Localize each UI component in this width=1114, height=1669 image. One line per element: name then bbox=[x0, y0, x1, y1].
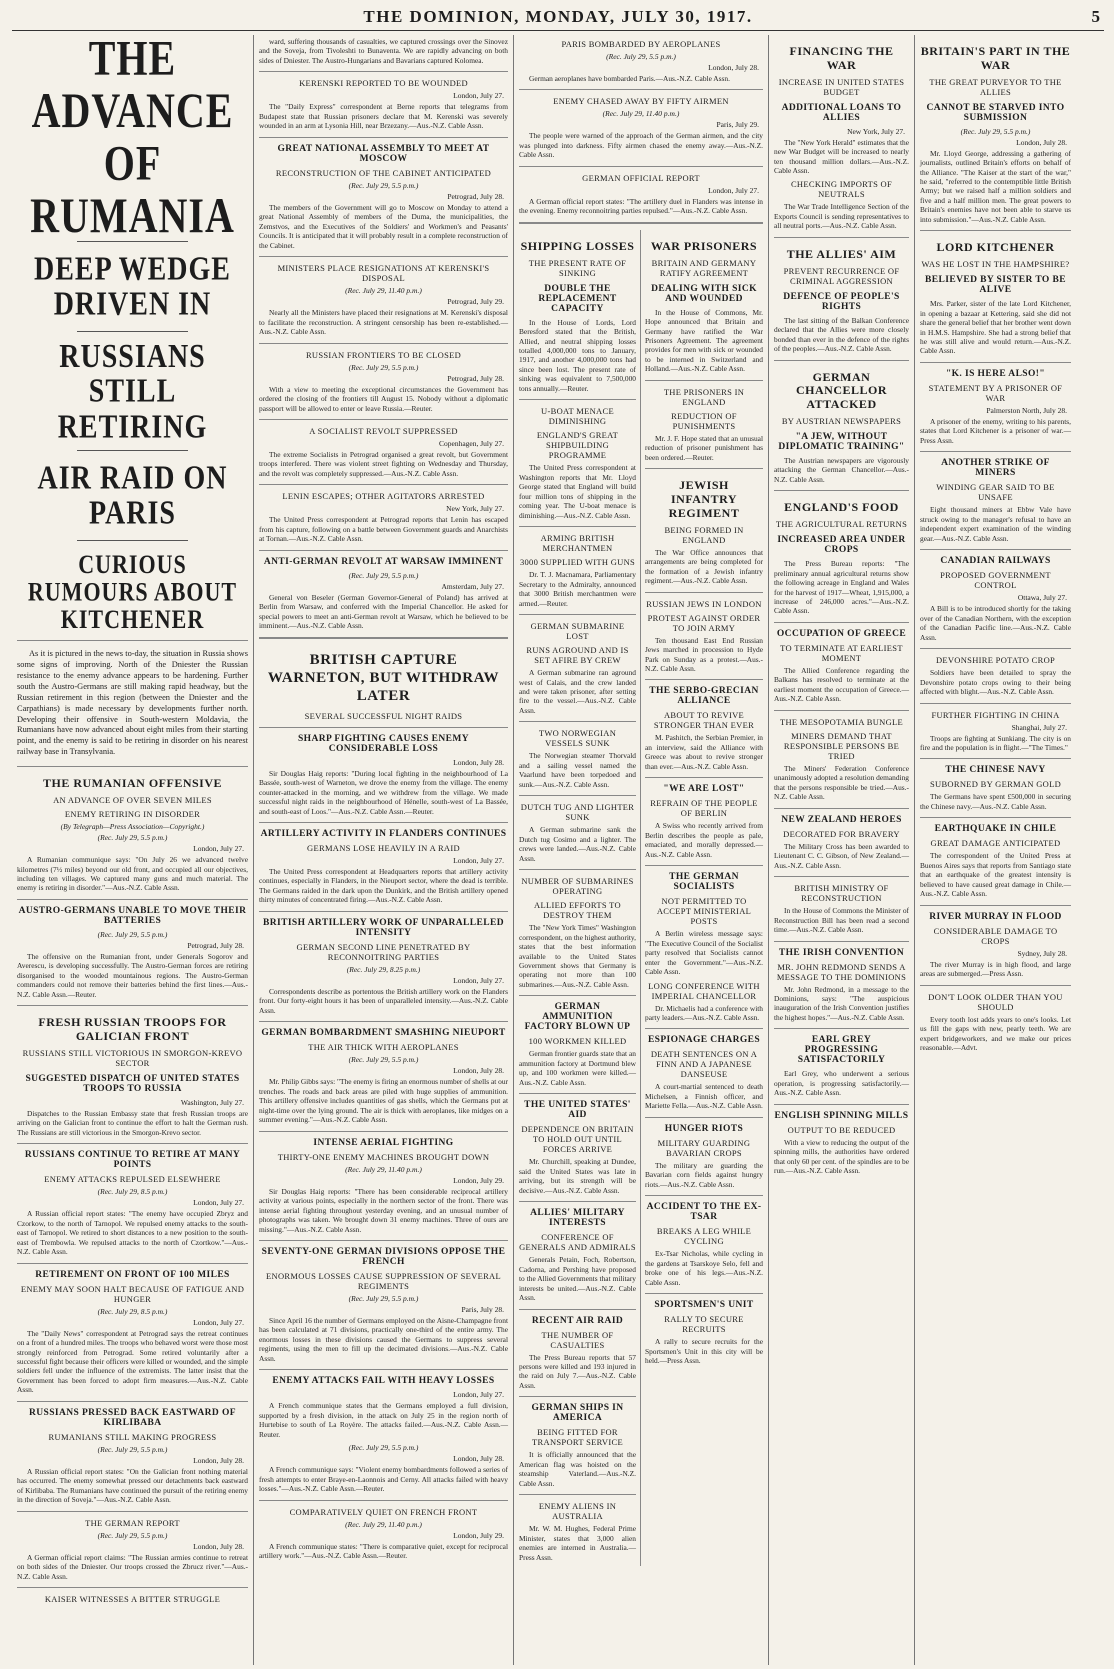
article-body: Ex-Tsar Nicholas, while cycling in the gardens at Tsarskoye Selo, fell and broke one of his legs.—Aus.-N.Z. Cable Assn. bbox=[645, 1249, 763, 1287]
article-body: The War Office announces that arrangements are being completed for the formation of a Jewish infantry regiment.—Aus.-N.Z. Cable Assn. bbox=[645, 547, 763, 586]
article-title: ARTILLERY ACTIVITY IN FLANDERS CONTINUES bbox=[260, 829, 507, 839]
article-title: RUSSIANS CONTINUE TO RETIRE AT MANY POINTS bbox=[24, 1150, 241, 1171]
article-subhead: THIRTY-ONE ENEMY MACHINES BROUGHT DOWN bbox=[277, 1151, 490, 1162]
article-title: RUSSIANS PRESSED BACK EASTWARD OF KIRLIBABA bbox=[29, 1407, 236, 1428]
dateline: London, July 28. bbox=[193, 1455, 244, 1465]
article-subhead: MINERS DEMAND THAT RESPONSIBLE PERSONS BE TRIED bbox=[783, 730, 900, 761]
article-title: GERMAN OFFICIAL REPORT bbox=[582, 172, 700, 183]
article-title: PARIS BOMBARDED BY AEROPLANES bbox=[561, 39, 721, 49]
article-title: KERENSKI REPORTED TO BE WOUNDED bbox=[299, 78, 468, 89]
article-subhead: CANNOT BE STARVED INTO SUBMISSION bbox=[926, 102, 1065, 123]
dateline: London, July 27. bbox=[193, 1317, 244, 1327]
article-subhead: INCREASE IN UNITED STATES BUDGET bbox=[778, 76, 905, 97]
dateline: Petrograd, July 29. bbox=[447, 297, 504, 307]
article-subhead: GERMANS LOSE HEAVILY IN A RAID bbox=[307, 843, 460, 853]
dateline: London, July 27. bbox=[193, 844, 244, 854]
article-title: DEVONSHIRE POTATO CROP bbox=[935, 655, 1056, 666]
article-subhead: PROPOSED GOVERNMENT CONTROL bbox=[940, 570, 1051, 591]
article-title: LORD KITCHENER bbox=[936, 240, 1055, 255]
article-title: LONG CONFERENCE WITH IMPERIAL CHANCELLOR bbox=[648, 980, 760, 1001]
headline-kitchener: CURIOUS RUMOURS ABOUT KITCHENER bbox=[27, 548, 238, 635]
article-subhead: CONFERENCE OF GENERALS AND ADMIRALS bbox=[519, 1232, 636, 1253]
article-body: Dispatches to the Russian Embassy state that fresh Russian troops are arriving on the Galician front to continue the effort to halt the German rush. The Russians are still victorious in the Smorgon-Krevo sector. bbox=[17, 1108, 248, 1137]
article-title: RUSSIAN JEWS IN LONDON bbox=[646, 598, 762, 609]
dateline: Copenhagen, July 27. bbox=[439, 438, 504, 448]
article-body: Dr. T. J. Macnamara, Parliamentary Secretary to the Admiralty, announced that 3000 British merchantmen were armed.—Reuter. bbox=[519, 570, 636, 608]
article-title: "WE ARE LOST" bbox=[663, 784, 745, 795]
article-body: A German official report states: "The artillery duel in Flanders was intense in the evening. Enemy reconnoitring parties repulsed."—Aus.-N.Z. Cable Assn. bbox=[519, 196, 763, 216]
article-subhead: BEING FORMED IN ENGLAND bbox=[664, 524, 744, 545]
article-subhead: ENEMY ATTACKS REPULSED ELSEWHERE bbox=[44, 1174, 221, 1185]
article-subhead: PREVENT RECURRENCE OF CRIMINAL AGGRESSION bbox=[783, 265, 900, 286]
headline-air-raid: AIR RAID ON PARIS bbox=[37, 459, 228, 533]
article-subhead: THE AGRICULTURAL RETURNS bbox=[775, 519, 908, 530]
article-title: GERMAN SUBMARINE LOST bbox=[530, 621, 625, 642]
article-subhead: THE AIR THICK WITH AEROPLANES bbox=[308, 1042, 459, 1053]
article-body: A Swiss who recently arrived from Berlin describes the people as pale, emaciated, and morally depressed.—Aus.-N.Z. Cable Assn. bbox=[645, 821, 763, 859]
article-subhead: WINDING GEAR SAID TO BE UNSAFE bbox=[936, 482, 1055, 503]
article-body: The "Daily Express" correspondent at Berne reports that telegrams from Budapest state that Russian prisoners declare that M. Kerenski was severely wounded in an arm at Lysonia Hill, near Brzezany.—Aus.-N.Z. Cable Assn. bbox=[259, 102, 508, 131]
article-body: In the House of Lords, Lord Beresford stated that the British, Allied, and neutral shipping losses totalled 4,000,000 tons to January, 1917, and another 4,000,000 tons had since been lost. The present rate of sinking was equivalent to 7,500,000 tons annually.—Reuter. bbox=[519, 317, 636, 393]
article-subhead: SEVERAL SUCCESSFUL NIGHT RAIDS bbox=[304, 710, 463, 721]
article-title: A SOCIALIST REVOLT SUPPRESSED bbox=[309, 425, 458, 436]
article-body: A German submarine ran aground west of Calais, and the crew landed and were taken prisoner, after setting fire to the vessel.—Aus.-N.Z. Cable Assn. bbox=[519, 668, 636, 715]
article-title: RUSSIAN FRONTIERS TO BE CLOSED bbox=[305, 349, 462, 360]
column-1 bbox=[12, 35, 254, 1665]
article-title: THE ALLIES' AIM bbox=[786, 246, 897, 261]
article-body: Since April 16 the number of Germans employed on the Aisne-Champagne front has been calculated at 71 divisions, practically one-third of the entire army. The enormous losses in these divisions caused the Germans to suppress several regiments, using the men to fill up the decimated divisions.—Aus.-N.Z. Cable Assn. bbox=[259, 1315, 508, 1363]
article-body: Mr. John Redmond, in a message to the Dominions, says: "The auspicious inauguration of the Irish Convention justifies the highest hopes."—Aus.-N.Z. Cable Assn. bbox=[774, 984, 909, 1022]
article-body: A prisoner of the enemy, writing to his parents, states that Lord Kitchener is a prisoner of war.—Press Assn. bbox=[920, 416, 1071, 445]
article-title: WAR PRISONERS bbox=[650, 238, 758, 253]
article-body: The river Murray is in high flood, and large areas are submerged.—Press Assn. bbox=[920, 959, 1071, 979]
article-body: The Allied Conference regarding the Balkans has resolved to terminate at the earliest moment the occupation of Greece.—Aus.-N.Z. Cable Assn. bbox=[774, 665, 909, 704]
article-title: NUMBER OF SUBMARINES OPERATING bbox=[521, 876, 634, 897]
article-body: Correspondents describe as portentous the British artillery work on the Flanders front. Our forty-eight hours it has been of unparalleled intensity.—Aus.-N.Z. Cable Assn. bbox=[259, 986, 508, 1015]
article-subhead: ADDITIONAL LOANS TO ALLIES bbox=[781, 102, 902, 123]
article-subhead: THE PRESENT RATE OF SINKING bbox=[528, 257, 627, 278]
article-subhead: "A JEW, WITHOUT DIPLOMATIC TRAINING" bbox=[778, 431, 905, 452]
article-body: In the House of Commons, Mr. Hope announced that Britain and Germany have ratified the War Prisoners Agreement. The agreement provides for men with sick or wounded to be interned in Switzerland and Holland.—Aus.-N.Z. Cable Assn. bbox=[645, 307, 763, 374]
received-line: (Rec. July 29, 5.5 p.m.) bbox=[348, 1055, 419, 1065]
received-line: (Rec. July 29, 5.5 p.m.) bbox=[348, 1443, 419, 1453]
dateline: London, July 28. bbox=[193, 1541, 244, 1551]
article-subhead: SUGGESTED DISPATCH OF UNITED STATES TROOPS TO RUSSIA bbox=[25, 1073, 240, 1094]
article-title: EARL GREY PROGRESSING SATISFACTORILY bbox=[797, 1035, 886, 1066]
received-line: (Rec. July 29, 5.5 p.m.) bbox=[97, 929, 168, 939]
dateline: Sydney, July 28. bbox=[1017, 948, 1067, 958]
article-body: With a view to meeting the exceptional circumstances the Government has ordered the closing of the frontiers till August 15. Nobody without a diplomatic passport will be allowed to enter or leave Russia.—Reuter. bbox=[259, 384, 508, 413]
dateline: London, July 28. bbox=[453, 757, 504, 767]
article-subhead: ENORMOUS LOSSES CAUSE SUPPRESSION OF SEVERAL REGIMENTS bbox=[266, 1270, 501, 1291]
article-body: Mrs. Parker, sister of the late Lord Kitchener, in opening a bazaar at Kettering, said she did not share the general belief that her brother went down in H.M.S. Hampshire. She had a strong belief that he was still alive and would return.—Aus.-N.Z. Cable Assn. bbox=[920, 299, 1071, 356]
article-title: ENEMY ALIENS IN AUSTRALIA bbox=[538, 1501, 617, 1522]
dateline: Ottawa, July 27. bbox=[1017, 593, 1067, 603]
article-body: German aeroplanes have bombarded Paris.—Aus.-N.Z. Cable Assn. bbox=[529, 74, 730, 83]
article-body: The Military Cross has been awarded to Lieutenant C. C. Gibson, of New Zealand.—Aus.-N.Z. Cable Assn. bbox=[774, 841, 909, 870]
masthead-title: THE DOMINION, MONDAY, JULY 30, 1917. bbox=[363, 7, 753, 26]
article-title: TWO NORWEGIAN VESSELS SUNK bbox=[538, 728, 617, 749]
article-title: MINISTERS PLACE RESIGNATIONS AT KERENSKI'S DISPOSAL bbox=[277, 263, 490, 284]
article-title: ENEMY ATTACKS FAIL WITH HEAVY LOSSES bbox=[272, 1376, 495, 1387]
dateline: New York, July 27. bbox=[847, 126, 905, 136]
article-subhead: PROTEST AGAINST ORDER TO JOIN ARMY bbox=[647, 612, 761, 633]
article-subhead: 100 WORKMEN KILLED bbox=[528, 1036, 627, 1047]
article-body: A French communique states: "There is comparative quiet, except for reciprocal artillery work."—Aus.-N.Z. Cable Assn.—Reuter. bbox=[259, 1541, 508, 1561]
masthead bbox=[12, 4, 1104, 31]
dateline: London, July 27. bbox=[193, 1198, 244, 1208]
article-title: RECENT AIR RAID bbox=[531, 1315, 624, 1326]
article-subhead: NOT PERMITTED TO ACCEPT MINISTERIAL POSTS bbox=[656, 896, 752, 927]
dateline: London, July 27. bbox=[453, 975, 504, 985]
article-body: The Austrian newspapers are vigorously attacking the German Chancellor.—Aus.-N.Z. Cable Assn. bbox=[774, 455, 909, 484]
article-title: FURTHER FIGHTING IN CHINA bbox=[931, 709, 1060, 720]
article-body: The Miners' Federation Conference unanimously adopted a resolution demanding that the persons responsible be tried.—Aus.-N.Z. Cable Assn. bbox=[774, 763, 909, 802]
article-title: GERMAN SHIPS IN AMERICA bbox=[531, 1403, 624, 1424]
article-body: A Bill is to be introduced shortly for the taking over of the Canadian Northern, with the exception of the Canadian Pacific line.—Aus.-N.Z. Cable Assn. bbox=[920, 604, 1071, 642]
article-title: THE MESOPOTAMIA BUNGLE bbox=[779, 716, 904, 727]
article-body: A Rumanian communique says: "On July 26 we advanced twelve kilometres (7½ miles) beyond our old front, and occupied all our objectives, including ten villages. We captured many guns and much material. The enemy is retiring in disorder."—Aus.-N.Z. Cable Assn. bbox=[17, 855, 248, 893]
article-title: DUTCH TUG AND LIGHTER SUNK bbox=[520, 802, 635, 823]
article-title: THE PRISONERS IN ENGLAND bbox=[663, 386, 745, 407]
article-title: INTENSE AERIAL FIGHTING bbox=[313, 1137, 454, 1148]
article-subhead: OUTPUT TO BE REDUCED bbox=[787, 1124, 896, 1135]
article-subhead: REFRAIN OF THE PEOPLE OF BERLIN bbox=[650, 798, 758, 819]
article-body: ward, suffering thousands of casualties, we captured crossings over the Sinovez and the Soveja, from Tivoleshti to Bunaventa. We are rapidly advancing on both sides of Dniester. The Austro-Hungarians and Bavarians captured Kolomea. bbox=[259, 37, 508, 65]
article-body: Ten thousand East End Russian Jews marched in procession to Hyde Park on Sunday as a protest.—Aus.-N.Z. Cable Assn. bbox=[645, 635, 763, 673]
copyright-line: (By Telegraph—Press Association—Copyright.) bbox=[60, 822, 205, 832]
article-body: The Press Bureau reports that 57 persons were killed and 193 injured in the raid on July 7.—Aus.-N.Z. Cable Assn. bbox=[519, 1352, 636, 1390]
article-subhead: RUMANIANS STILL MAKING PROGRESS bbox=[48, 1431, 217, 1442]
received-line: (Rec. July 29, 5.5 p.m.) bbox=[348, 1293, 419, 1303]
article-subhead: 3000 SUPPLIED WITH GUNS bbox=[519, 557, 636, 568]
article-subhead: DEFENCE OF PEOPLE'S RIGHTS bbox=[783, 291, 900, 312]
article-subhead: DEALING WITH SICK AND WOUNDED bbox=[651, 283, 757, 304]
article-title: ANTI-GERMAN REVOLT AT WARSAW IMMINENT bbox=[263, 556, 504, 567]
article-title: RIVER MURRAY IN FLOOD bbox=[929, 911, 1062, 922]
article-title: BRITISH ARTILLERY WORK OF UNPARALLELED INTENSITY bbox=[263, 917, 504, 938]
article-title: ANOTHER STRIKE OF MINERS bbox=[941, 458, 1050, 479]
article-title: OCCUPATION OF GREECE bbox=[776, 628, 907, 639]
article-title: GREAT NATIONAL ASSEMBLY TO MEET AT MOSCOW bbox=[277, 143, 490, 164]
received-line: (Rec. July 29, 8.5 p.m.) bbox=[97, 1306, 168, 1316]
article-title: FINANCING THE WAR bbox=[789, 44, 894, 72]
article-body: The Norwegian steamer Thorvald and a sailing vessel named the Vaarlund have been torpedoed and sunk.—Aus.-N.Z. Cable Assn. bbox=[519, 751, 636, 789]
article-title: GERMAN BOMBARDMENT SMASHING NIEUPORT bbox=[261, 1028, 506, 1039]
article-body: It is officially announced that the American flag was hoisted on the steamship Vaterland.—Aus.-N.Z. Cable Assn. bbox=[519, 1450, 636, 1488]
dateline: Amsterdam, July 27. bbox=[441, 581, 504, 591]
article-title: CANADIAN RAILWAYS bbox=[940, 556, 1051, 567]
headline-main: THE ADVANCE OF RUMANIA bbox=[30, 35, 235, 244]
received-line: (Rec. July 29, 5.5 p.m.) bbox=[960, 126, 1031, 136]
article-subhead: INCREASED AREA UNDER CROPS bbox=[777, 535, 906, 556]
dateline: London, July 27. bbox=[708, 185, 759, 195]
headline-russians: RUSSIANS STILL RETIRING bbox=[57, 337, 208, 446]
article-body: The Press Bureau reports: "The preliminary annual agricultural returns show the following acreage in England and Wales for the harvest of 1917—Wheat, 1,915,000, a increase of 246,000 acres."—Aus.-N.Z. Cable Assn. bbox=[774, 559, 909, 616]
dateline: Petrograd, July 28. bbox=[187, 940, 244, 950]
article-body: The "New York Times" Washington correspondent, on the highest authority, states that the best information available to the United States Government shows that Germany is operating not more than 100 submarines.—Aus.-N.Z. Cable Assn. bbox=[519, 923, 636, 989]
article-subhead: ENEMY RETIRING IN DISORDER bbox=[64, 809, 201, 820]
dateline: London, July 29. bbox=[453, 1530, 504, 1540]
article-body: Soldiers have been detailed to spray the Devonshire potato crops owing to their being affected with blight.—Aus.-N.Z. Cable Assn. bbox=[920, 668, 1071, 697]
article-body: Eight thousand miners at Ebbw Vale have struck owing to the manager's refusal to have an independent expert examination of the winding gear.—Aus.-N.Z. Cable Assn. bbox=[920, 505, 1071, 543]
article-subhead: REDUCTION OF PUNISHMENTS bbox=[671, 410, 737, 431]
article-title: "K. IS HERE ALSO!" bbox=[945, 368, 1046, 379]
article-title: HUNGER RIOTS bbox=[664, 1123, 744, 1134]
received-line: (Rec. July 29, 11.40 p.m.) bbox=[602, 109, 680, 119]
article-subhead: BY AUSTRIAN NEWSPAPERS bbox=[781, 415, 902, 426]
article-body: Mr. W. M. Hughes, Federal Prime Minister, states that 3,000 alien enemies are interned in Australia.—Press Assn. bbox=[519, 1524, 636, 1562]
article-body: A rally to secure recruits for the Sportsmen's Unit in this city will be held.—Press Assn. bbox=[645, 1337, 763, 1366]
dateline: Palmerston North, July 28. bbox=[986, 405, 1067, 415]
article-title: SHIPPING LOSSES bbox=[520, 238, 635, 253]
dateline: London, July 28. bbox=[708, 63, 759, 72]
received-line: (Rec. July 29, 5.5 p.m.) bbox=[348, 180, 419, 190]
article-body: The United Press correspondent at Petrograd reports that Lenin has escaped from his capture, following on a battle between Government guards and Anarchists at Tornan.—Aus.-N.Z. Cable Assn. bbox=[259, 515, 508, 544]
article-title: KAISER WITNESSES A BITTER STRUGGLE bbox=[44, 1594, 221, 1605]
article-body: Mr. Philip Gibbs says: "The enemy is firing an enormous number of shells at our trenches. The roads and back areas are piled with huge supplies of ammunition. This artillery offensive includes quantities of gas shells, which the Germans put at night-time over the lying ground. The air is thick with aeroplanes, like midges on a summer evening."—Aus.-N.Z. Cable Assn. bbox=[259, 1077, 508, 1125]
article-subhead: RUNS AGROUND AND IS SET AFIRE BY CREW bbox=[526, 645, 629, 666]
article-body: A court-martial sentenced to death Michelsen, a Finnish officer, and Mariette Fella.—Aus.-N.Z. Cable Assn. bbox=[645, 1082, 763, 1111]
article-body: Sir Douglas Haig reports: "During local fighting in the neighbourhood of La Bassée, south-west of Warneton, we drove the enemy from the village. The enemy counter-attacked in the morning, and we withdrew from the village. We made successful night raids in the neighbourhood of Hénelle, south-west of La Bassée, and south-east of Loos."—Aus.-N.Z. Cable Assn.—Reuter. bbox=[259, 768, 508, 816]
article-body: A German official report claims: "The Russian armies continue to retreat on both sides of the Dniester. Our troops crossed the Zbrucz river."—Aus.-N.Z. Cable Assn. bbox=[17, 1552, 248, 1581]
article-title: THE GERMAN REPORT bbox=[85, 1517, 180, 1528]
article-subhead: STATEMENT BY A PRISONER OF WAR bbox=[928, 382, 1063, 403]
article-body: The correspondent of the United Press at Buenos Aires says that reports from Santiago state that an earthquake of the greatest intensity is believed to have caused great damage in Chile.—Aus.-N.Z. Cable Assn. bbox=[920, 851, 1071, 899]
article-title: NEW ZEALAND HEROES bbox=[781, 814, 902, 825]
article-subhead: BELIEVED BY SISTER TO BE ALIVE bbox=[925, 275, 1066, 296]
article-body: Mr. Lloyd George, addressing a gathering of journalists, outlined Britain's efforts on behalf of the Alliance. "The Kaiser at the start of the war," he said, "referred to the contemptible little British Army; but we raised half a million soldiers and five and a half million men. The great powers to Britain's enemies have not been able to starve us into submission."—Aus.-N.Z. Cable Assn. bbox=[920, 148, 1071, 224]
article-subhead: RECONSTRUCTION OF THE CABINET ANTICIPATED bbox=[275, 167, 492, 178]
article-body: The members of the Government will go to Moscow on Monday to attend a great National Assembly of members of the Duma, the municipalities, the Zemstvos, and the Executives of the Soldiers' and Workmen's and Peasants' Councils. It is anticipated that it will probably result in a complete reconstruction of the Cabinet. bbox=[259, 202, 508, 250]
article-subhead: ENGLAND'S GREAT SHIPBUILDING PROGRAMME bbox=[536, 430, 619, 461]
article-subhead: SUBORNED BY GERMAN GOLD bbox=[929, 779, 1062, 790]
article-subhead: DEATH SENTENCES ON A FINN AND A JAPANESE DANSEUSE bbox=[650, 1049, 758, 1080]
article-title: RETIREMENT ON FRONT OF 100 MILES bbox=[35, 1269, 230, 1280]
article-body: The "New York Herald" estimates that the new War Budget will be increased to nearly ten thousand million dollars.—Aus.-N.Z. Cable Assn. bbox=[774, 137, 909, 175]
article-body: The "Daily News" correspondent at Petrograd says the retreat continues on a front of a hundred miles. The troops who behaved worst were those most strongly reinforced from Petrograd. Some retired voluntarily after a successful fight because their officers were killed or wounded, and the simple soldiers fell under the influence of the extremists. The latter insist that the Government has been forced to adopt firm measures.—Aus.-N.Z. Cable Assn. bbox=[17, 1328, 248, 1395]
article-title: SHARP FIGHTING CAUSES ENEMY CONSIDERABLE LOSS bbox=[297, 733, 469, 754]
article-title: AUSTRO-GERMANS UNABLE TO MOVE THEIR BATTERIES bbox=[18, 905, 247, 926]
article-body: A German submarine sank the Dutch tug Cosimo and a lighter. The crews were landed.—Aus.-N.Z. Cable Assn. bbox=[519, 825, 636, 863]
article-subhead: RALLY TO SECURE RECRUITS bbox=[664, 1314, 744, 1335]
article-title: ARMING BRITISH MERCHANTMEN bbox=[540, 533, 615, 554]
article-body: With a view to reducing the output of the spinning mills, the authorities have ordered that only 60 per cent. of the spindles are to be run.—Aus.-N.Z. Cable Assn. bbox=[774, 1137, 909, 1176]
received-line: (Rec. July 29, 5.5 p.m.) bbox=[348, 570, 419, 580]
dateline: London, July 27. bbox=[453, 1390, 504, 1400]
advert-body: Every tooth lost adds years to one's looks. Let us fill the gaps with new, pearly teeth. We are expert bridgeworkers, and we make our prices reasonable.—Advt. bbox=[920, 1014, 1071, 1053]
article-title: ESPIONAGE CHARGES bbox=[647, 1035, 761, 1046]
column-2 bbox=[254, 35, 514, 1665]
received-line: (Rec. July 29, 5.5 p.m.) bbox=[97, 833, 168, 843]
column-3 bbox=[514, 35, 769, 1665]
article-body: The Germans have spent £500,000 in securing the Chinese navy.—Aus.-N.Z. Cable Assn. bbox=[920, 792, 1071, 811]
article-body: The last sitting of the Balkan Conference declared that the Allies were more closely bonded than ever in the defence of the rights of the peoples.—Aus.-N.Z. Cable Assn. bbox=[774, 315, 909, 354]
article-subhead: BREAKS A LEG WHILE CYCLING bbox=[656, 1226, 752, 1247]
article-title: U-BOAT MENACE DIMINISHING bbox=[541, 406, 614, 427]
received-line: (Rec. July 29, 5.5 p.m.) bbox=[97, 1530, 168, 1540]
article-body: Mr. Churchill, speaking at Dundee, said the United States was late in arriving, but its strength will be decisive.—Aus.-N.Z. Cable Assn. bbox=[519, 1157, 636, 1195]
article-body: Dr. Michaelis had a conference with party leaders.—Aus.-N.Z. Cable Assn. bbox=[645, 1003, 763, 1022]
dateline: London, July 29. bbox=[453, 1175, 504, 1185]
article-subhead: THE GREAT PURVEYOR TO THE ALLIES bbox=[929, 76, 1062, 97]
article-body: Sir Douglas Haig reports: "There has been considerable reciprocal artillery activity at various points, especially in the northern sector of the front. There was intense aerial fighting throughout yesterday evening, and an unusual number of photographs was taken. We brought down 31 enemy machines. Three of ours are missing."—Aus.-N.Z. Cable Assn. bbox=[259, 1186, 508, 1234]
article-subhead: DECORATED FOR BRAVERY bbox=[783, 828, 900, 839]
dateline: London, July 28. bbox=[453, 1454, 504, 1464]
dateline: Petrograd, July 28. bbox=[447, 191, 504, 201]
article-subhead: BEING FITTED FOR TRANSPORT SERVICE bbox=[532, 1427, 623, 1448]
article-body: Earl Grey, who underwent a serious operation, is progressing satisfactorily.—Aus.-N.Z. Cable Assn. bbox=[774, 1069, 909, 1098]
article-title: GERMAN AMMUNITION FACTORY BLOWN UP bbox=[524, 1002, 631, 1033]
dateline: New York, July 27. bbox=[446, 504, 504, 514]
article-subhead: BRITAIN AND GERMANY RATIFY AGREEMENT bbox=[651, 257, 757, 278]
article-body: The people were warned of the approach of the German airmen, and the city was plunged into darkness. Fifty airmen chased the enemy away.—Aus.-N.Z. Cable Assn. bbox=[519, 131, 763, 160]
column-4 bbox=[769, 35, 915, 1665]
article-title: BRITAIN'S PART IN THE WAR bbox=[920, 44, 1071, 72]
article-body: Mr. J. F. Hope stated that an unusual reduction of prisoner punishment has been ordered.—Reuter. bbox=[645, 433, 763, 462]
article-title-warneton: BRITISH CAPTURE WARNETON, BUT WITHDRAW LATER bbox=[267, 651, 500, 704]
article-body: The offensive on the Rumanian front, under Generals Sogorov and Averescu, is developing successfully. The Austro-German forces are retiring disorganised to the wooded mountainous regions. The Austro-German commanders could not remove their batteries behind the first lines.—Aus.-N.Z. Cable Assn.—Reuter. bbox=[17, 951, 248, 999]
received-line: (Rec. July 29, 11.40 p.m.) bbox=[345, 1519, 422, 1529]
article-body: Nearly all the Ministers have placed their resignations at M. Kerenski's disposal to facilitate the reconstruction. A stringent censorship has been re-established.—Aus.-N.Z. Cable Assn. bbox=[259, 308, 508, 337]
dateline: London, July 27. bbox=[453, 856, 504, 865]
article-subhead: GERMAN SECOND LINE PENETRATED BY RECONNOITRING PARTIES bbox=[296, 941, 471, 962]
article-title: CHECKING IMPORTS OF NEUTRALS bbox=[790, 179, 893, 200]
article-subhead: GREAT DAMAGE ANTICIPATED bbox=[930, 838, 1061, 849]
dateline: Paris, July 28. bbox=[461, 1304, 504, 1314]
advert-title: DON'T LOOK OLDER THAN YOU SHOULD bbox=[928, 991, 1063, 1012]
article-title: ENEMY CHASED AWAY BY FIFTY AIRMEN bbox=[553, 96, 729, 107]
article-title: ENGLISH SPINNING MILLS bbox=[774, 1110, 909, 1121]
article-subhead: MILITARY GUARDING BAVARIAN CROPS bbox=[657, 1137, 751, 1158]
received-line: (Rec. July 29, 8.25 p.m.) bbox=[346, 964, 421, 974]
article-title: GERMAN CHANCELLOR ATTACKED bbox=[795, 369, 887, 412]
article-title: THE UNITED STATES' AID bbox=[524, 1100, 631, 1121]
article-title: FRESH RUSSIAN TROOPS FOR GALICIAN FRONT bbox=[38, 1015, 227, 1044]
article-title: ENGLAND'S FOOD bbox=[784, 500, 899, 515]
article-title: THE IRISH CONVENTION bbox=[778, 947, 905, 958]
article-body: The War Trade Intelligence Section of the Exports Council is sending representatives to all neutral ports.—Aus.-N.Z. Cable Assn. bbox=[774, 202, 909, 231]
column-5 bbox=[915, 35, 1076, 1665]
article-subhead: TO TERMINATE AT EARLIEST MOMENT bbox=[780, 642, 903, 663]
article-title: BRITISH MINISTRY OF RECONSTRUCTION bbox=[794, 883, 889, 904]
received-line: (Rec. July 29, 5.5 p.m.) bbox=[97, 1444, 168, 1454]
article-title: THE SERBO-GRECIAN ALLIANCE bbox=[649, 686, 759, 707]
article-body: Generals Petain, Foch, Robertson, Cadorna, and Pershing have proposed to the Allied Governments that military interests be united.—Aus.-N.Z. Cable Assn. bbox=[519, 1255, 636, 1303]
article-subhead: WAS HE LOST IN THE HAMPSHIRE? bbox=[921, 259, 1070, 270]
article-subhead: ABOUT TO REVIVE STRONGER THAN EVER bbox=[653, 710, 755, 731]
article-title: SEVENTY-ONE GERMAN DIVISIONS OPPOSE THE FRENCH bbox=[261, 1246, 506, 1267]
article-subhead: RUSSIANS STILL VICTORIOUS IN SMORGON-KREVO SECTOR bbox=[22, 1047, 243, 1068]
article-subhead: AN ADVANCE OF OVER SEVEN MILES bbox=[53, 795, 212, 806]
article-body: The United Press correspondent at Headquarters reports that artillery activity continues, especially in Flanders, in the Nieuport sector, where the dead is terrible. The Germans raided in the dark upon the Dunkirk, and the British artillery opened thirty minutes of concentrated firing.—Aus.-N.Z. Cable Assn. bbox=[259, 867, 508, 905]
article-subhead: DOUBLE THE REPLACEMENT CAPACITY bbox=[538, 283, 617, 314]
dateline: Paris, July 29. bbox=[716, 120, 759, 130]
headline-wedge: DEEP WEDGE DRIVEN IN bbox=[34, 250, 231, 324]
article-subhead: DEPENDENCE ON BRITAIN TO HOLD OUT UNTIL FORCES ARRIVE bbox=[521, 1124, 634, 1155]
article-body: The military are guarding the Bavarian corn fields against hungry riots.—Aus.-N.Z. Cable Assn. bbox=[645, 1160, 763, 1189]
intro-paragraph: As it is pictured in the news to-day, the situation in Russia shows some signs of improving. North of the Dniester the Russian resistance to the enemy advance appears to be hardening. Further south the Austro-Germans are still making rapid headway, but the Russian retirement in this region (between the Dniester and the Carpathians) is made necessary by developments further north. Developing their offensive in South-western Moldavia, the Rumanians have now advanced about eight miles from their starting point, and the enemy is said to be retiring in disorder on his nearest railway base in Transylvania. bbox=[17, 649, 248, 757]
received-line: (Rec. July 29, 8.5 p.m.) bbox=[97, 1187, 168, 1197]
article-title: THE RUMANIAN OFFENSIVE bbox=[42, 776, 222, 791]
article-body: General von Beseler (German Governor-General of Poland) has arrived at Berlin from Warsaw, and conferred with the Imperial Chancellor. He asked for special powers to meet an anti-German revolt at Warsaw, which he believed to be imminent.—Aus.-N.Z. Cable Assn. bbox=[259, 592, 508, 631]
dateline: Petrograd, July 28. bbox=[447, 373, 504, 383]
article-title: THE GERMAN SOCIALISTS bbox=[669, 872, 739, 893]
received-line: (Rec. July 29, 5.5 p.m.) bbox=[348, 362, 419, 372]
article-body: M. Pashitch, the Serbian Premier, in an interview, said the Alliance with Greece was about to revive stronger than ever.—Aus.-N.Z. Cable Assn. bbox=[645, 733, 763, 771]
dateline: Washington, July 27. bbox=[180, 1097, 244, 1107]
article-title: SPORTSMEN'S UNIT bbox=[654, 1300, 754, 1311]
article-title: EARTHQUAKE IN CHILE bbox=[934, 824, 1057, 835]
dateline: London, July 28. bbox=[1016, 137, 1067, 147]
article-body: A Russian official report states: "On the Galician front nothing material has occurred. The enemy somewhat pressed our detachments back eastward of Kirlibaba. The Rumanians have continued the pursuit of the retiring enemy in the direction of Soveja."—Aus.-N.Z. Cable Assn. bbox=[17, 1466, 248, 1505]
article-body: A Russian official report states: "The enemy have occupied Zbryz and Czorkow, to the north of Tarnopol. We repulsed enemy attacks to the south-east of Tarnopol. We retired to short distances to a new position to the south-east of Trembowla. We repulsed attacks to the north of Czortkow."—Aus.-N.Z. Cable Assn. bbox=[17, 1209, 248, 1257]
article-title: ACCIDENT TO THE EX-TSAR bbox=[646, 1202, 762, 1223]
article-body: A French communique states that the Germans employed a full division, supported by a fresh division, in the attack on July 25 in the region north of Hurtebise to south of La Royère. The attacks failed.—Aus.-N.Z. Cable Assn.—Reuter. bbox=[259, 1401, 508, 1439]
article-subhead: THE NUMBER OF CASUALTIES bbox=[541, 1329, 614, 1350]
article-title: THE CHINESE NAVY bbox=[945, 765, 1046, 776]
article-subhead: CONSIDERABLE DAMAGE TO CROPS bbox=[933, 925, 1058, 946]
article-body: A Berlin wireless message says: "The Executive Council of the Socialist party resolved that Socialists cannot enter the Government."—Aus.-N.Z. Cable Assn. bbox=[645, 929, 763, 977]
article-title: JEWISH INFANTRY REGIMENT bbox=[668, 478, 740, 520]
received-line: (Rec. July 29, 11.40 p.m.) bbox=[345, 1164, 422, 1174]
article-title: COMPARATIVELY QUIET ON FRENCH FRONT bbox=[289, 1506, 478, 1517]
article-body: German frontier guards state that an ammunition factory at Dortmund blew up, and 100 workmen were killed.—Aus.-N.Z. Cable Assn. bbox=[519, 1049, 636, 1087]
article-subhead: MR. JOHN REDMOND SENDS A MESSAGE TO THE DOMINIONS bbox=[776, 961, 907, 982]
dateline: Shanghai, July 27. bbox=[1011, 722, 1067, 732]
article-body: The United Press correspondent at Washington reports that Mr. Lloyd George stated that England will build four million tons of shipping in the coming year. The U-boat menace is diminishing.—Aus.-N.Z. Cable Assn. bbox=[519, 463, 636, 520]
dateline: London, July 28. bbox=[453, 1066, 504, 1076]
article-body: Troops are fighting at Sunkiang. The city is on fire and the population is in flight.—"The Times." bbox=[920, 733, 1071, 752]
dateline: London, July 27. bbox=[453, 91, 504, 101]
received-line: (Rec. July 29, 11.40 p.m.) bbox=[345, 286, 422, 296]
received-line: (Rec. July 29, 5.5 p.m.) bbox=[606, 52, 676, 61]
page-number: 5 bbox=[1091, 7, 1100, 26]
article-body: The extreme Socialists in Petrograd organised a great revolt, but Government troops interfered. There was violent street fighting on Wednesday and Thursday, and the revolt was completely suppressed.—Aus.-N.Z. Cable Assn. bbox=[259, 449, 508, 478]
article-body: A French communique says: "Violent enemy bombardments followed a series of fresh attempts to enter Braye-en-Laonnois and Cerny. All attacks failed with heavy losses."—Aus.-N.Z. Cable Assn.—Reuter. bbox=[259, 1465, 508, 1494]
article-body: In the House of Commons the Minister of Reconstruction Bill has been read a second time.—Aus.-N.Z. Cable Assn. bbox=[774, 906, 909, 935]
article-subhead: ALLIED EFFORTS TO DESTROY THEM bbox=[534, 900, 621, 921]
article-title: LENIN ESCAPES; OTHER AGITATORS ARRESTED bbox=[282, 491, 485, 502]
article-subhead: ENEMY MAY SOON HALT BECAUSE OF FATIGUE AND HUNGER bbox=[20, 1283, 245, 1304]
article-title: ALLIES' MILITARY INTERESTS bbox=[530, 1208, 625, 1229]
